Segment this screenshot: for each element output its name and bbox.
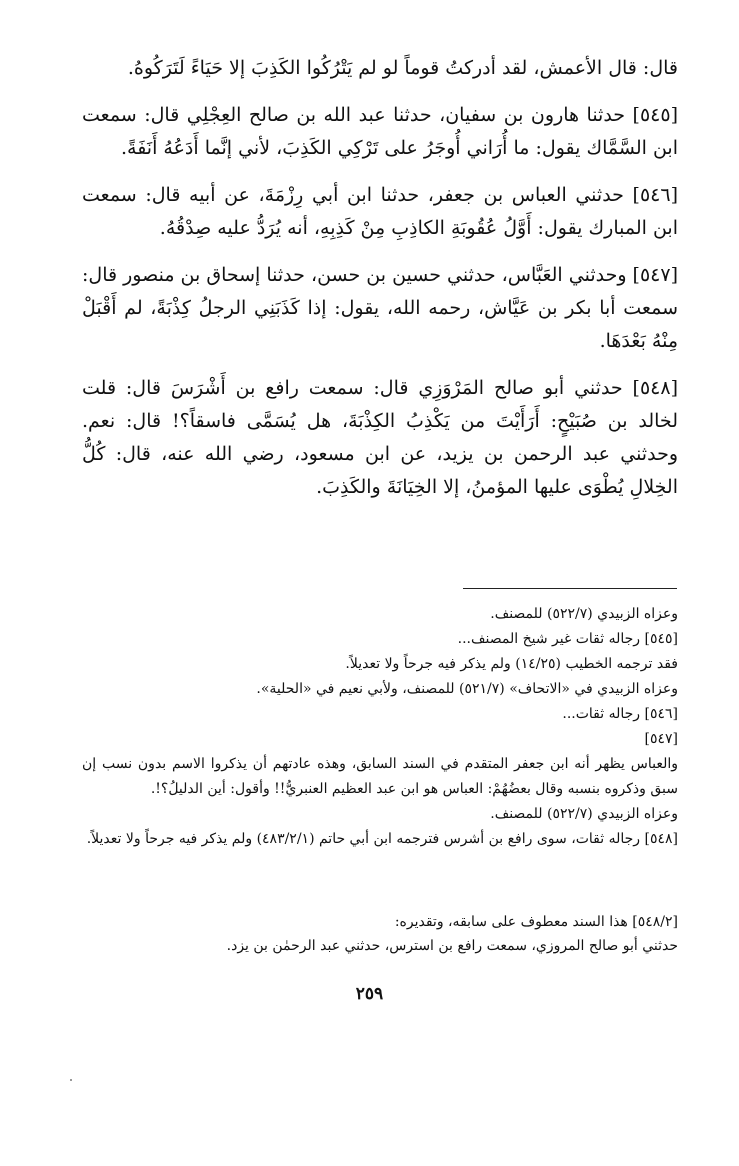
- footnote-line: والعباس يظهر أنه ابن جعفر المتقدم في السند السابق، وهذه عادتهم أن يذكروا الاسم بدون نسب إن سبق وذكروه بنسبه وقال بعضُهُمْ: العباس هو ابن عبد العظيم العنبريُّ!! وأقول: أين الدليلُ؟!.: [82, 756, 678, 797]
- footnote-line: [٥٤٧]: [644, 731, 678, 747]
- hadith-545: [٥٤٥] حدثنا هارون بن سفيان، حدثنا عبد الله بن صالح العِجْلِي قال: سمعت ابن السَّمَّاك يقول: ما أُرَاني أُوجَرُ على تَرْكِي الكَذِبَ، لأني إنَّما أَدَعُهُ أَنَفَةً.: [82, 104, 678, 159]
- editor-notes: [150, 910, 678, 958]
- main-text: [82, 52, 678, 518]
- footnotes: [82, 602, 678, 852]
- margin-mark: [70, 1079, 72, 1081]
- editor-note-line: حدثني أبو صالح المروزي، سمعت رافع بن استرس، حدثني عبد الرحمٰن بن يزد.: [226, 938, 678, 954]
- footnote-line: [٥٤٨] رجاله ثقات، سوى رافع بن أشرس فترجمه ابن أبي حاتم (٤٨٣/٢/١) ولم يذكر فيه جرحاً ولا تعديلاً.: [86, 831, 678, 847]
- footnote-line: وعزاه الزبيدي (٥٢٢/٧) للمصنف.: [490, 606, 678, 622]
- paragraph-al-amash: قال: قال الأعمش، لقد أدركتُ قوماً لو لم يَتْرُكُوا الكَذِبَ إلا حَيَاءً لَتَرَكُوهُ.: [127, 57, 678, 79]
- page-number: ٢٥٩: [355, 984, 384, 1004]
- footnote-line: وعزاه الزبيدي (٥٢٢/٧) للمصنف.: [490, 806, 678, 822]
- hadith-547: [٥٤٧] وحدثني العَبَّاس، حدثني حسين بن حسن، حدثنا إسحاق بن منصور قال: سمعت أبا بكر بن عَيَّاش، رحمه الله، يقول: إذا كَذَبَنِي الرجلُ كِذْبَةً، لم أَقْبَلْ مِنْهُ بَعْدَهَا.: [82, 264, 678, 352]
- footnote-divider: [463, 588, 677, 589]
- footnote-line: فقد ترجمه الخطيب (١٤/٢٥) ولم يذكر فيه جرحاً ولا تعديلاً.: [345, 656, 678, 672]
- hadith-546: [٥٤٦] حدثني العباس بن جعفر، حدثنا ابن أبي رِزْمَةَ، عن أبيه قال: سمعت ابن المبارك يقول: أَوَّلُ عُقُوبَةِ الكاذِبِ مِنْ كَذِبِهِ، أنه يُرَدُّ عليه صِدْقُهُ.: [82, 184, 678, 239]
- editor-note-line: [٥٤٨/٢] هذا السند معطوف على سابقه، وتقديره:: [394, 914, 678, 930]
- footnote-line: [٥٤٥] رجاله ثقات غير شيخ المصنف...: [457, 631, 678, 647]
- footnote-line: وعزاه الزبيدي في «الاتحاف» (٥٢١/٧) للمصنف، ولأبي نعيم في «الحلية».: [256, 681, 678, 697]
- footnote-line: [٥٤٦] رجاله ثقات...: [562, 706, 678, 722]
- hadith-548: [٥٤٨] حدثني أبو صالح المَرْوَزِي قال: سمعت رافع بن أَشْرَسَ قال: قلت لخالد بن صُبَيْحٍ: أَرَأَيْتَ من يَكْذِبُ الكِذْبَةَ، هل يُسَمَّى فاسقاً؟! قال: نعم. وحدثني عبد الرحمن بن يزيد، عن ابن مسعود، رضي الله عنه، قال: كُلُّ الخِلالِ يُطْوَى عليها المؤمنُ، إلا الخِيَانَةَ والكَذِبَ.: [82, 377, 678, 498]
